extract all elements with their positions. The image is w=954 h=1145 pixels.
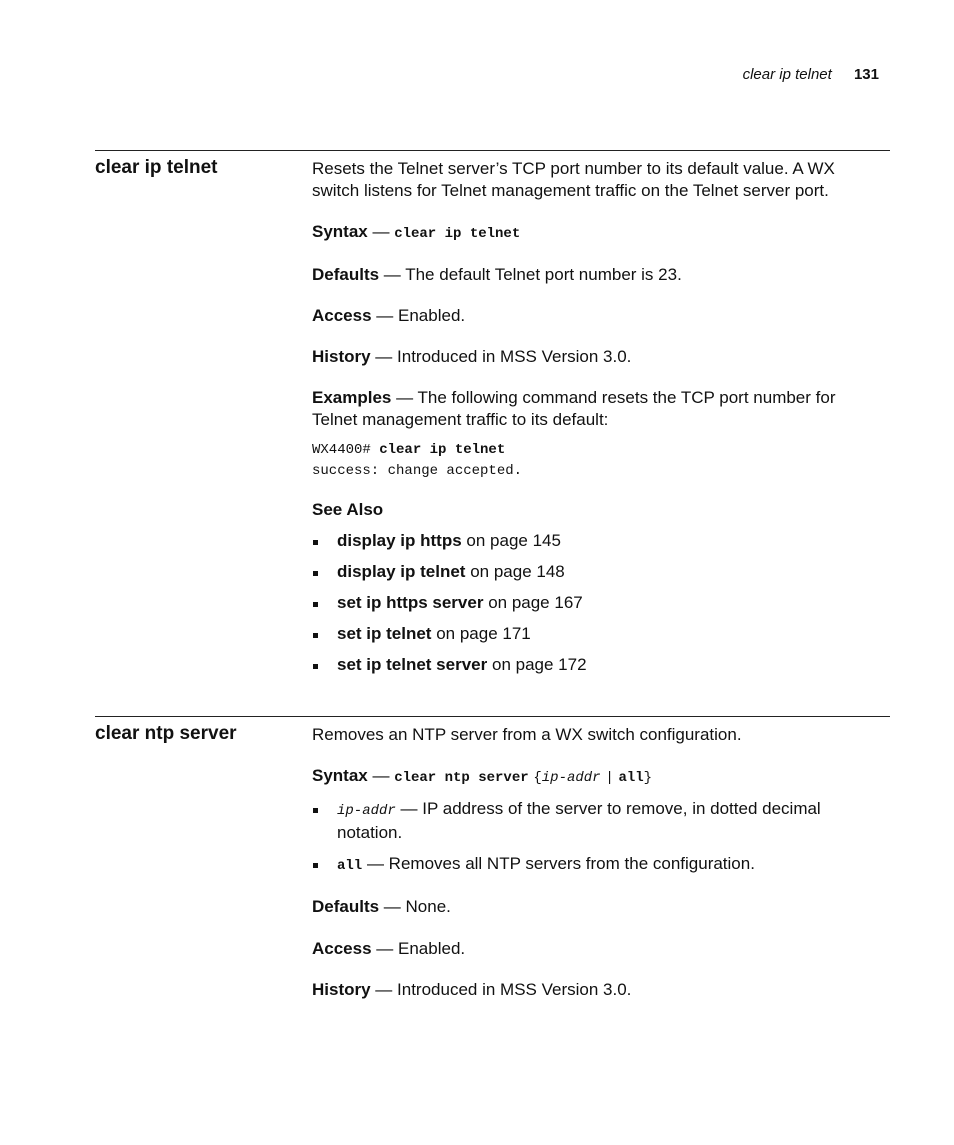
history-text: Introduced in MSS Version 3.0. xyxy=(397,980,632,999)
see-also-item[interactable] xyxy=(312,561,872,583)
see-also-heading: See Also xyxy=(312,500,384,519)
description: Removes an NTP server from a WX switch configuration. xyxy=(312,725,742,744)
access-text: Enabled. xyxy=(398,306,466,325)
section-divider xyxy=(95,150,890,151)
description: Resets the Telnet server’s TCP port number to its default value. A WX switch listens for Telnet management traffic on the Telnet server port. xyxy=(312,159,835,200)
see-also-item[interactable] xyxy=(312,592,872,614)
defaults-text: None. xyxy=(405,897,451,916)
history-line: History — Introduced in MSS Version 3.0. xyxy=(312,980,632,999)
syntax-line: Syntax — clear ip telnet xyxy=(312,222,521,242)
see-also-link[interactable]: set ip https server xyxy=(337,593,484,612)
syntax-brace-open: { xyxy=(533,770,542,786)
see-also-page: on page 145 xyxy=(466,531,561,550)
access-label: Access xyxy=(312,939,372,958)
section-body-clear-ip-telnet xyxy=(312,158,872,685)
history-label: History xyxy=(312,980,371,999)
history-line: History — Introduced in MSS Version 3.0. xyxy=(312,347,632,366)
history-label: History xyxy=(312,347,371,366)
access-line: Access — Enabled. xyxy=(312,306,466,325)
see-also-link[interactable]: set ip telnet server xyxy=(337,655,488,674)
syntax-line: Syntax — clear ntp server {ip-addr | all} xyxy=(312,766,653,786)
code-command: clear ip telnet xyxy=(379,442,506,458)
parameter-name: ip-addr xyxy=(337,803,396,819)
section-title-clear-ip-telnet: clear ip telnet xyxy=(95,157,218,178)
see-also-item[interactable] xyxy=(312,623,872,645)
code-prompt: WX4400# xyxy=(312,442,371,458)
parameter-desc: IP address of the server to remove, in dotted decimal notation. xyxy=(337,799,821,842)
history-text: Introduced in MSS Version 3.0. xyxy=(397,347,632,366)
defaults-label: Defaults xyxy=(312,265,380,284)
syntax-command: clear ip telnet xyxy=(394,226,521,242)
see-also-link[interactable]: display ip telnet xyxy=(337,562,466,581)
defaults-line: Defaults — The default Telnet port number is 23. xyxy=(312,265,682,284)
section-title-clear-ntp-server: clear ntp server xyxy=(95,723,237,744)
running-header xyxy=(743,66,879,83)
see-also-page: on page 148 xyxy=(470,562,565,581)
parameter-desc: Removes all NTP servers from the configuration. xyxy=(388,854,755,873)
access-label: Access xyxy=(312,306,372,325)
examples-label: Examples xyxy=(312,388,392,407)
see-also-item[interactable] xyxy=(312,654,872,676)
defaults-line: Defaults — None. xyxy=(312,897,451,916)
parameter-item: ip-addr — IP address of the server to remove, in dotted decimal notation. xyxy=(312,798,872,844)
see-also-page: on page 171 xyxy=(436,624,531,643)
defaults-text: The default Telnet port number is 23. xyxy=(405,265,682,284)
syntax-brace-close: } xyxy=(643,770,653,786)
syntax-param: ip-addr xyxy=(541,770,601,786)
parameter-item: all — Removes all NTP servers from the configuration. xyxy=(312,853,872,877)
syntax-label: Syntax xyxy=(312,222,368,241)
syntax-separator: | xyxy=(605,770,614,786)
see-also-item[interactable] xyxy=(312,530,872,552)
syntax-command: clear ntp server xyxy=(394,770,529,786)
see-also-list xyxy=(312,530,872,676)
syntax-all: all xyxy=(618,770,644,786)
parameter-name: all xyxy=(337,858,363,874)
parameter-list xyxy=(312,798,872,877)
access-line: Access — Enabled. xyxy=(312,939,466,958)
access-text: Enabled. xyxy=(398,939,466,958)
code-example xyxy=(312,440,872,482)
see-also-page: on page 167 xyxy=(488,593,583,612)
examples-line: Examples — The following command resets the TCP port number for Telnet management traffic to its default: xyxy=(312,388,836,429)
see-also-page: on page 172 xyxy=(491,655,587,674)
section-body-clear-ntp-server xyxy=(312,724,872,1001)
section-divider xyxy=(95,716,890,717)
page-number: 131 xyxy=(853,66,879,83)
running-header-title: clear ip telnet xyxy=(742,66,832,83)
examples-text: The following command resets the TCP port number for Telnet management traffic to its default: xyxy=(312,388,836,429)
code-output: success: change accepted. xyxy=(312,463,523,479)
defaults-label: Defaults xyxy=(312,897,380,916)
see-also-link[interactable]: display ip https xyxy=(337,531,462,550)
see-also-link[interactable]: set ip telnet xyxy=(337,624,432,643)
syntax-label: Syntax xyxy=(312,766,368,785)
